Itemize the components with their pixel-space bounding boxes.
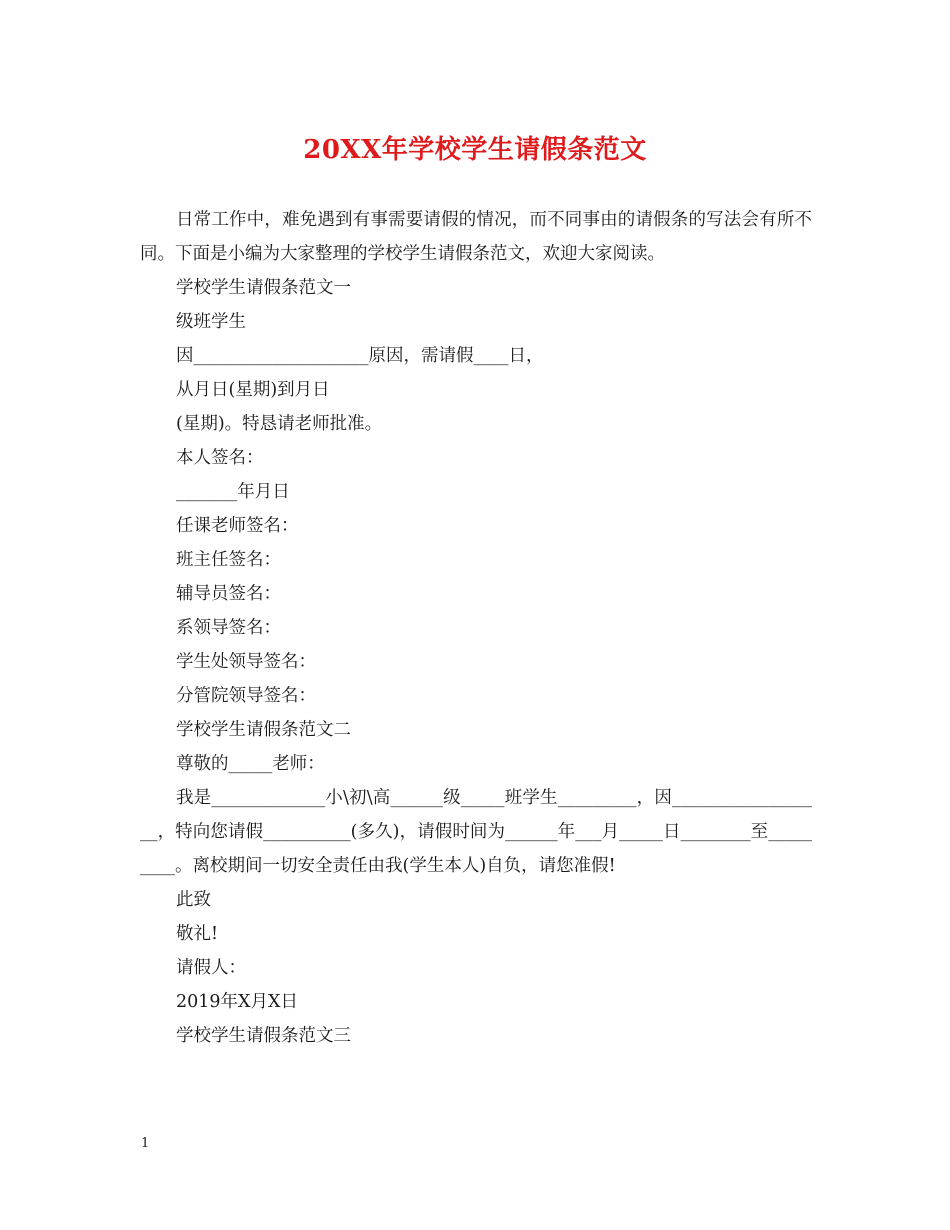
salutation-line: 尊敬的_____老师： (176, 754, 325, 774)
intro-paragraph: 日常工作中，难免遇到有事需要请假的情况，而不同事由的请假条的写法会有所不同。下面是小编为大家整理的学校学生请假条范文，欢迎大家阅读。 (140, 210, 812, 264)
class-student-line: 级班学生 (176, 312, 246, 332)
section-heading-sample-2: 学校学生请假条范文二 (176, 720, 351, 740)
head-teacher-signature-line: 班主任签名： (176, 550, 281, 570)
section-heading-sample-1: 学校学生请假条范文一 (176, 278, 351, 298)
page-number: 1 (141, 1136, 150, 1151)
teacher-signature-line: 任课老师签名： (176, 516, 299, 536)
section-heading-sample-3: 学校学生请假条范文三 (176, 1026, 351, 1046)
student-affairs-signature-line: 学生处领导签名： (176, 652, 316, 672)
department-leader-signature-line: 系领导签名： (176, 618, 281, 638)
reason-line: 因____________________原因，需请假____日， (176, 346, 544, 366)
sample-date-line: 2019年X月X日 (176, 992, 298, 1012)
request-approval-line: (星期)。特恳请老师批准。 (176, 414, 383, 434)
college-leader-signature-line: 分管院领导签名： (176, 686, 316, 706)
closing-line-2: 敬礼! (176, 924, 219, 944)
document-body (140, 203, 812, 1053)
date-range-line: 从月日(星期)到月日 (176, 380, 330, 400)
closing-line-1: 此致 (176, 890, 211, 910)
date-line: _______年月日 (176, 482, 290, 502)
leave-request-paragraph: 我是_____________小\初\高______级_____班学生_________，因__________________，特向您请假__________(多久)，请假时间为______年___月_____日________至_________。离校期间一切安全责任由我(学生本人)自负，请您准假! (140, 788, 812, 876)
self-signature-line: 本人签名： (176, 448, 264, 468)
document-title: 20XX年学校学生请假条范文 (303, 135, 647, 165)
applicant-line: 请假人： (176, 958, 246, 978)
counselor-signature-line: 辅导员签名： (176, 584, 281, 604)
